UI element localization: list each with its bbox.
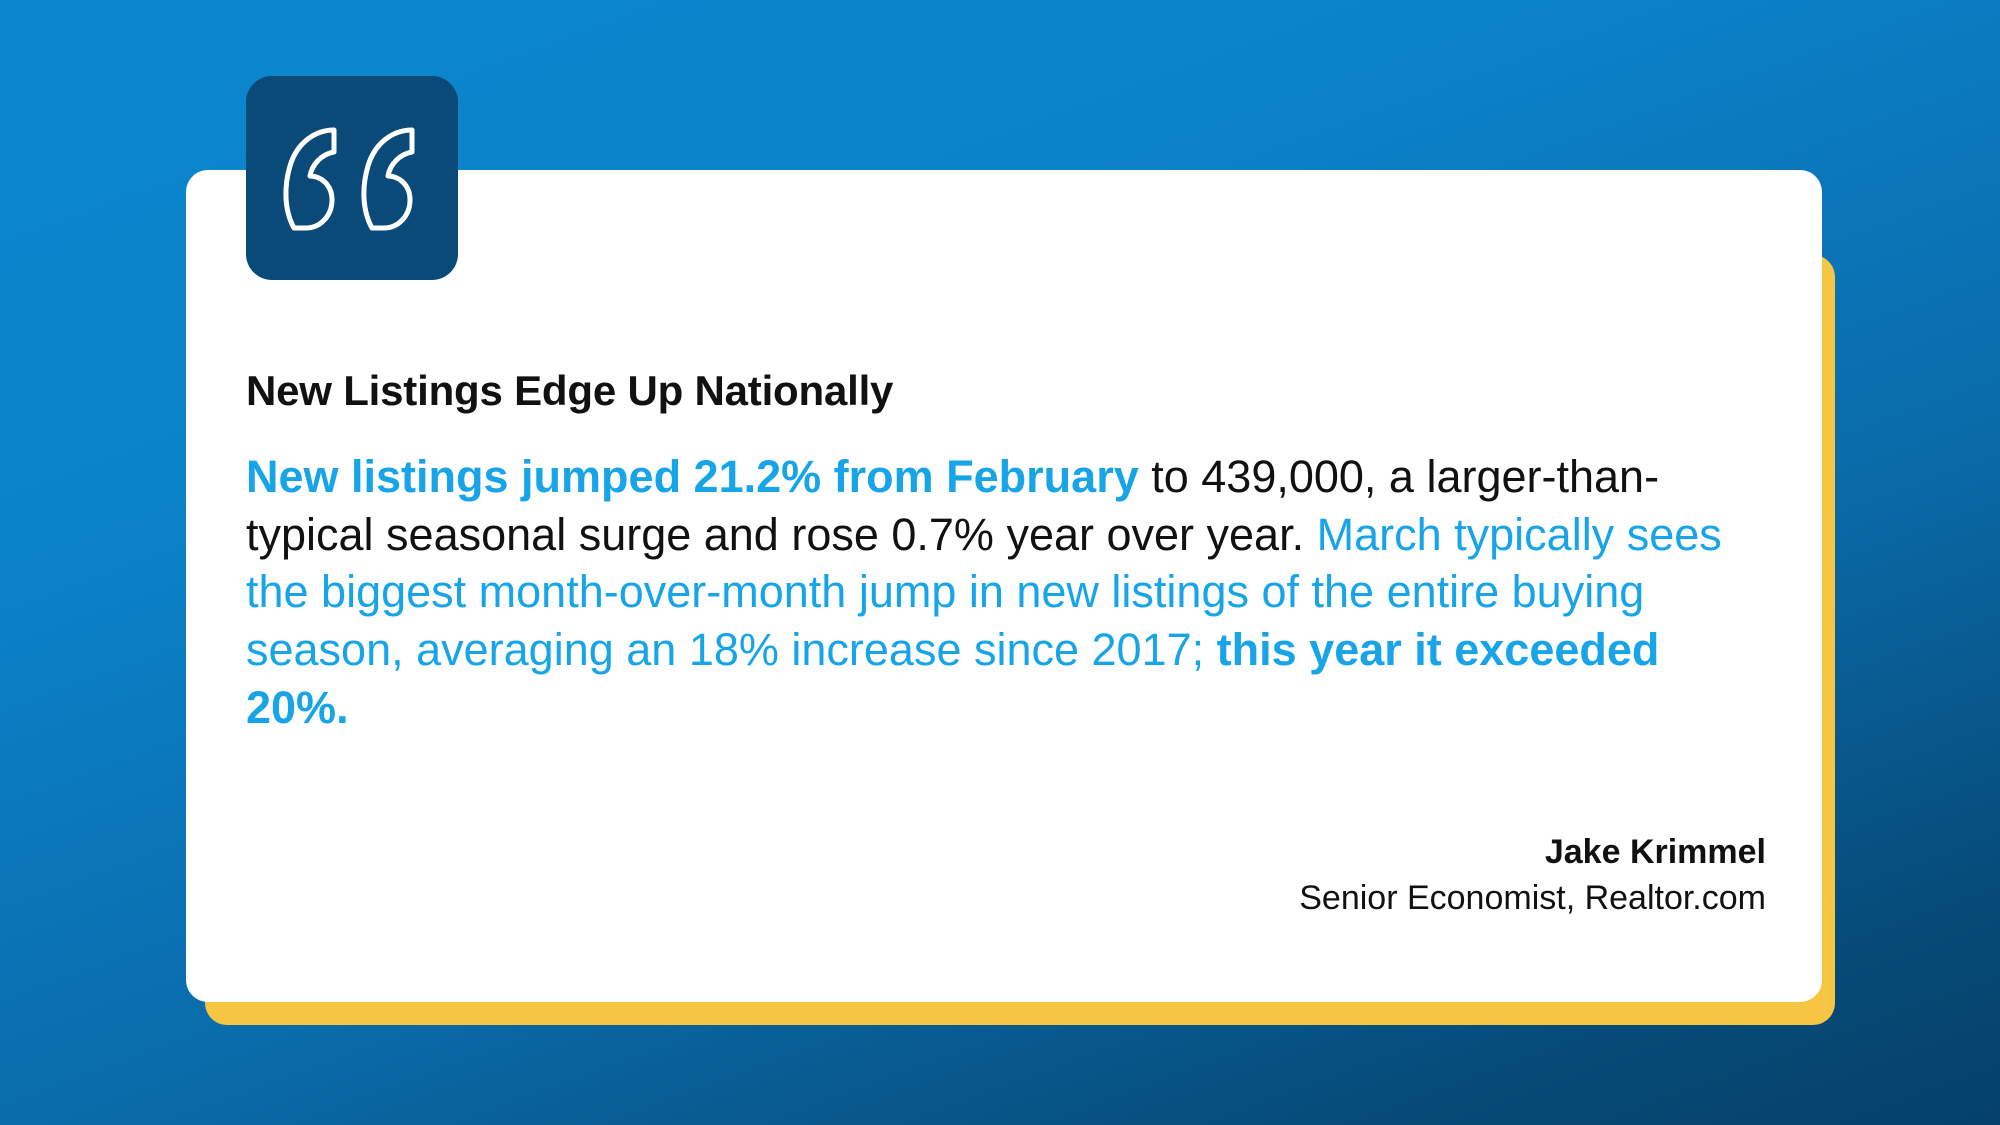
attribution (766, 830, 1766, 922)
page-title: New Listings Edge Up Nationally (246, 367, 894, 414)
quote-text (246, 448, 1736, 736)
quote-segment-3: March typically sees the biggest month-over-month jump in new listings of the entire buying season, averaging an 18% increase since 2017; (246, 508, 1722, 675)
attribution-role: Senior Economist, Realtor.com (1299, 878, 1766, 917)
attribution-name: Jake Krimmel (1544, 833, 1766, 871)
quote-segment-4: this year it exceeded 20%. (246, 623, 1660, 733)
quotation-mark-icon (282, 124, 422, 232)
quote-segment-1: New listings jumped 21.2% from February (246, 451, 1139, 503)
quote-badge (246, 76, 458, 280)
card-body (246, 368, 1766, 736)
quote-segment-2: to 439,000, a larger-than-typical seasonal surge and rose 0.7% year over year. (246, 451, 1660, 560)
